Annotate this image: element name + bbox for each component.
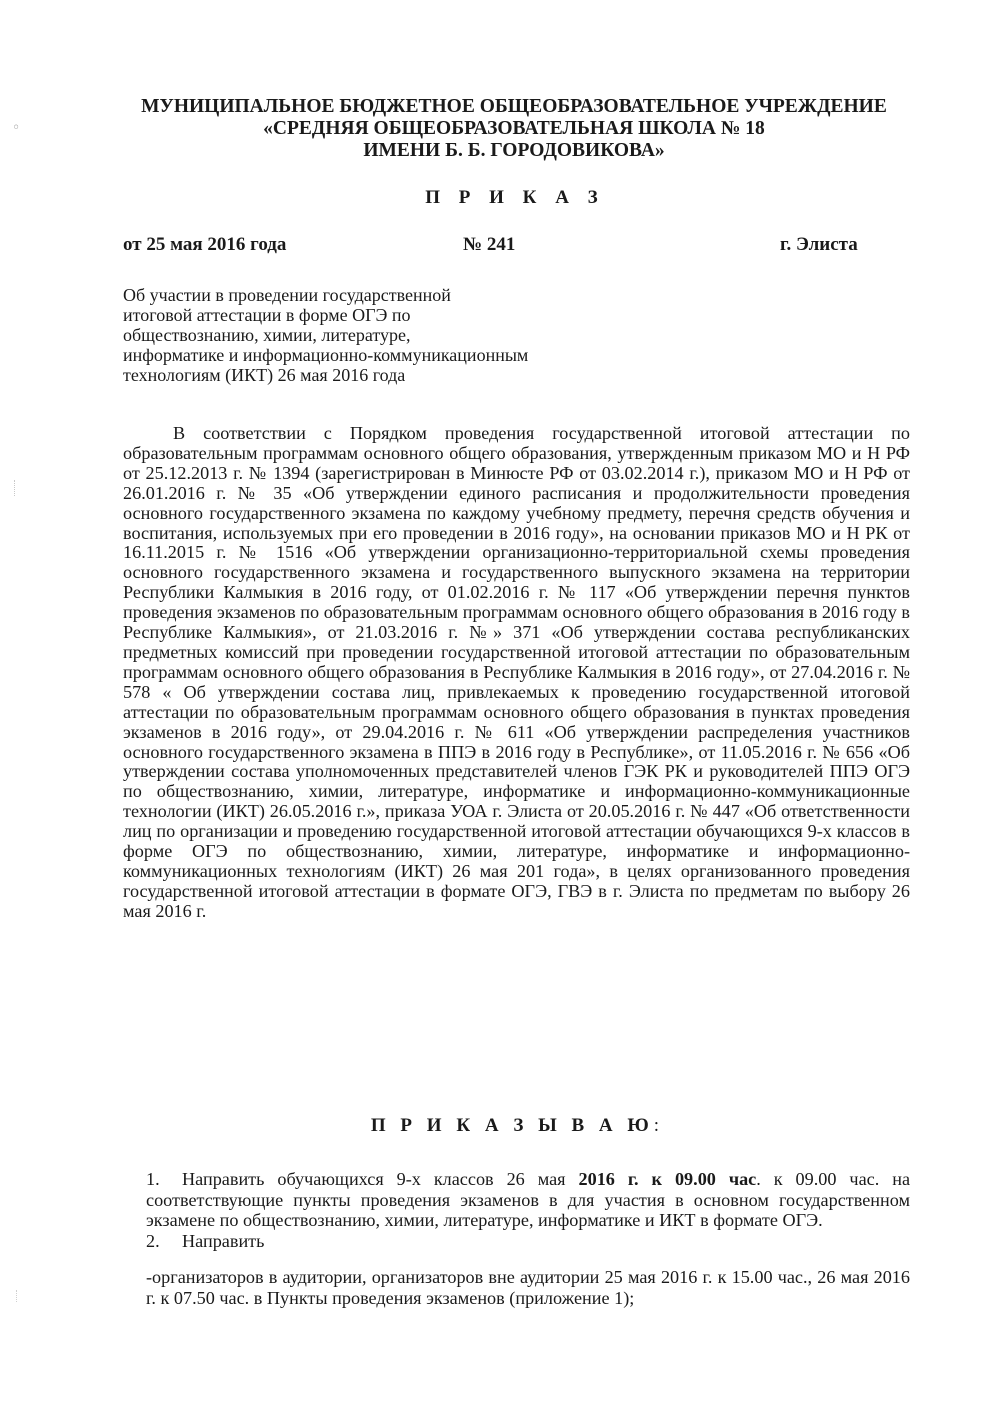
order-heading-text: П Р И К А З Ы В А Ю [370,1115,654,1136]
item-text: . к 09.00 час. на соответствующие пункты проведения экзаменов в для участия в основном государственном экзамене по обществознанию, химии, литературе, информатике и ИКТ в формате ОГЭ. [146,1169,911,1230]
order-items [146,1169,910,1251]
subject-line: итоговой аттестации в форме ОГЭ по [123,305,411,325]
item-number: 2. [146,1230,160,1251]
order-item-1 [146,1169,910,1231]
order-date: от 25 мая 2016 года [123,234,287,255]
item-text-bold: 2016 г. к 09.00 час [578,1169,757,1189]
institution-name-line-1: МУНИЦИПАЛЬНОЕ БЮДЖЕТНОЕ ОБЩЕОБРАЗОВАТЕЛЬНОЕ УЧРЕЖДЕНИЕ [141,96,887,117]
order-heading-colon: : [653,1115,660,1136]
scan-mark [14,480,21,496]
subject-line: Об участии в проведении государственной [123,285,451,305]
institution-name-line-2: «СРЕДНЯЯ ОБЩЕОБРАЗОВАТЕЛЬНАЯ ШКОЛА № 18 [263,118,765,139]
order-city: г. Элиста [780,234,858,255]
institution-name-line-3: ИМЕНИ Б. Б. ГОРОДОВИКОВА» [363,140,665,161]
subject-line: обществознанию, химии, литературе, [123,325,411,345]
subject-line: технологиям (ИКТ) 26 мая 2016 года [123,365,406,385]
order-heading [0,1115,1000,1137]
item-text: Направить [182,1230,265,1251]
order-number: № 241 [463,234,516,255]
subject-line: информатике и информационно-коммуникационным [123,345,529,365]
order-subject [123,285,593,385]
scan-mark [16,1290,21,1302]
institution-header [100,96,928,162]
document-title: П Р И К А З [425,187,605,208]
order-item-2 [146,1231,910,1252]
item-number: 1. [146,1169,160,1189]
preamble-paragraph: В соответствии с Порядком проведения государственной итоговой аттестации по образовательным программам основного общего образования, утвержденным приказом МО и Н РФ от 25.12.2013 г. № 1394 (зарегистрирован в Минюсте РФ от 03.02.2014 г.), приказом МО и Н РФ от 26.01.2016 г. № 35 «Об утверждении единого расписания и продолжительности проведения основного государственного экзамена по каждому учебному предмету, перечня средств обучения и воспитания, используемых при его проведении в 2016 году», на основании приказов МО и Н РК от 16.11.2015 г. № 1516 «Об утверждении организационно-территориальной схемы проведения основного государственного экзамена и государственного выпускного экзамена на территории Республики Калмыкия в 2016 году, от 01.02.2016 г. № 117 «Об утверждении перечня пунктов проведения экзаменов по образовательным программам основного общего образования в 2016 году в Республике Калмыкия», от 21.03.2016 г. №» 371 «Об утверждении состава республиканских предметных комиссий при проведении государственной итоговой аттестации по образовательным программам основного общего образования в Республике Калмыкия в 2016 году», от 27.04.2016 г. № 578 « Об утверждении состава лиц, привлекаемых к проведению государственной итоговой аттестации по образовательным программам основного общего образования в пунктах проведения экзаменов в 2016 году», от 29.04.2016 г. № 611 «Об утверждении распределения участников основного государственного экзамена в ППЭ в 2016 году в Республике», от 11.05.2016 г. № 656 «Об утверждении состава уполномоченных представителей членов ГЭК РК и руководителей ППЭ ОГЭ по обществознанию, химии, литературе, информатике и информационно-коммуникационные технологии (ИКТ) 26.05.2016 г.», приказа УОА г. Элиста от 20.05.2016 г. № 447 «Об ответственности лиц по организации и проведению государственной итоговой аттестации обучающихся 9-х классов в форме ОГЭ по обществознанию, химии, литературе, информатике и информационно-коммуникационных технологиям (ИКТ) 26 мая 201 года», в целях организованного проведения государственной итоговой аттестации в формате ОГЭ, ГВЭ в г. Элиста по предметам по выбору 26 мая 2016 г. [123,423,910,921]
item-text: Направить обучающихся 9-х классов 26 мая [182,1169,579,1189]
order-subitem: -организаторов в аудитории, организаторов вне аудитории 25 мая 2016 г. к 15.00 час., 26 мая 2016 г. к 07.50 час. в Пункты проведения экзаменов (приложение 1); [146,1267,910,1308]
scan-mark: ◦ [12,120,21,136]
